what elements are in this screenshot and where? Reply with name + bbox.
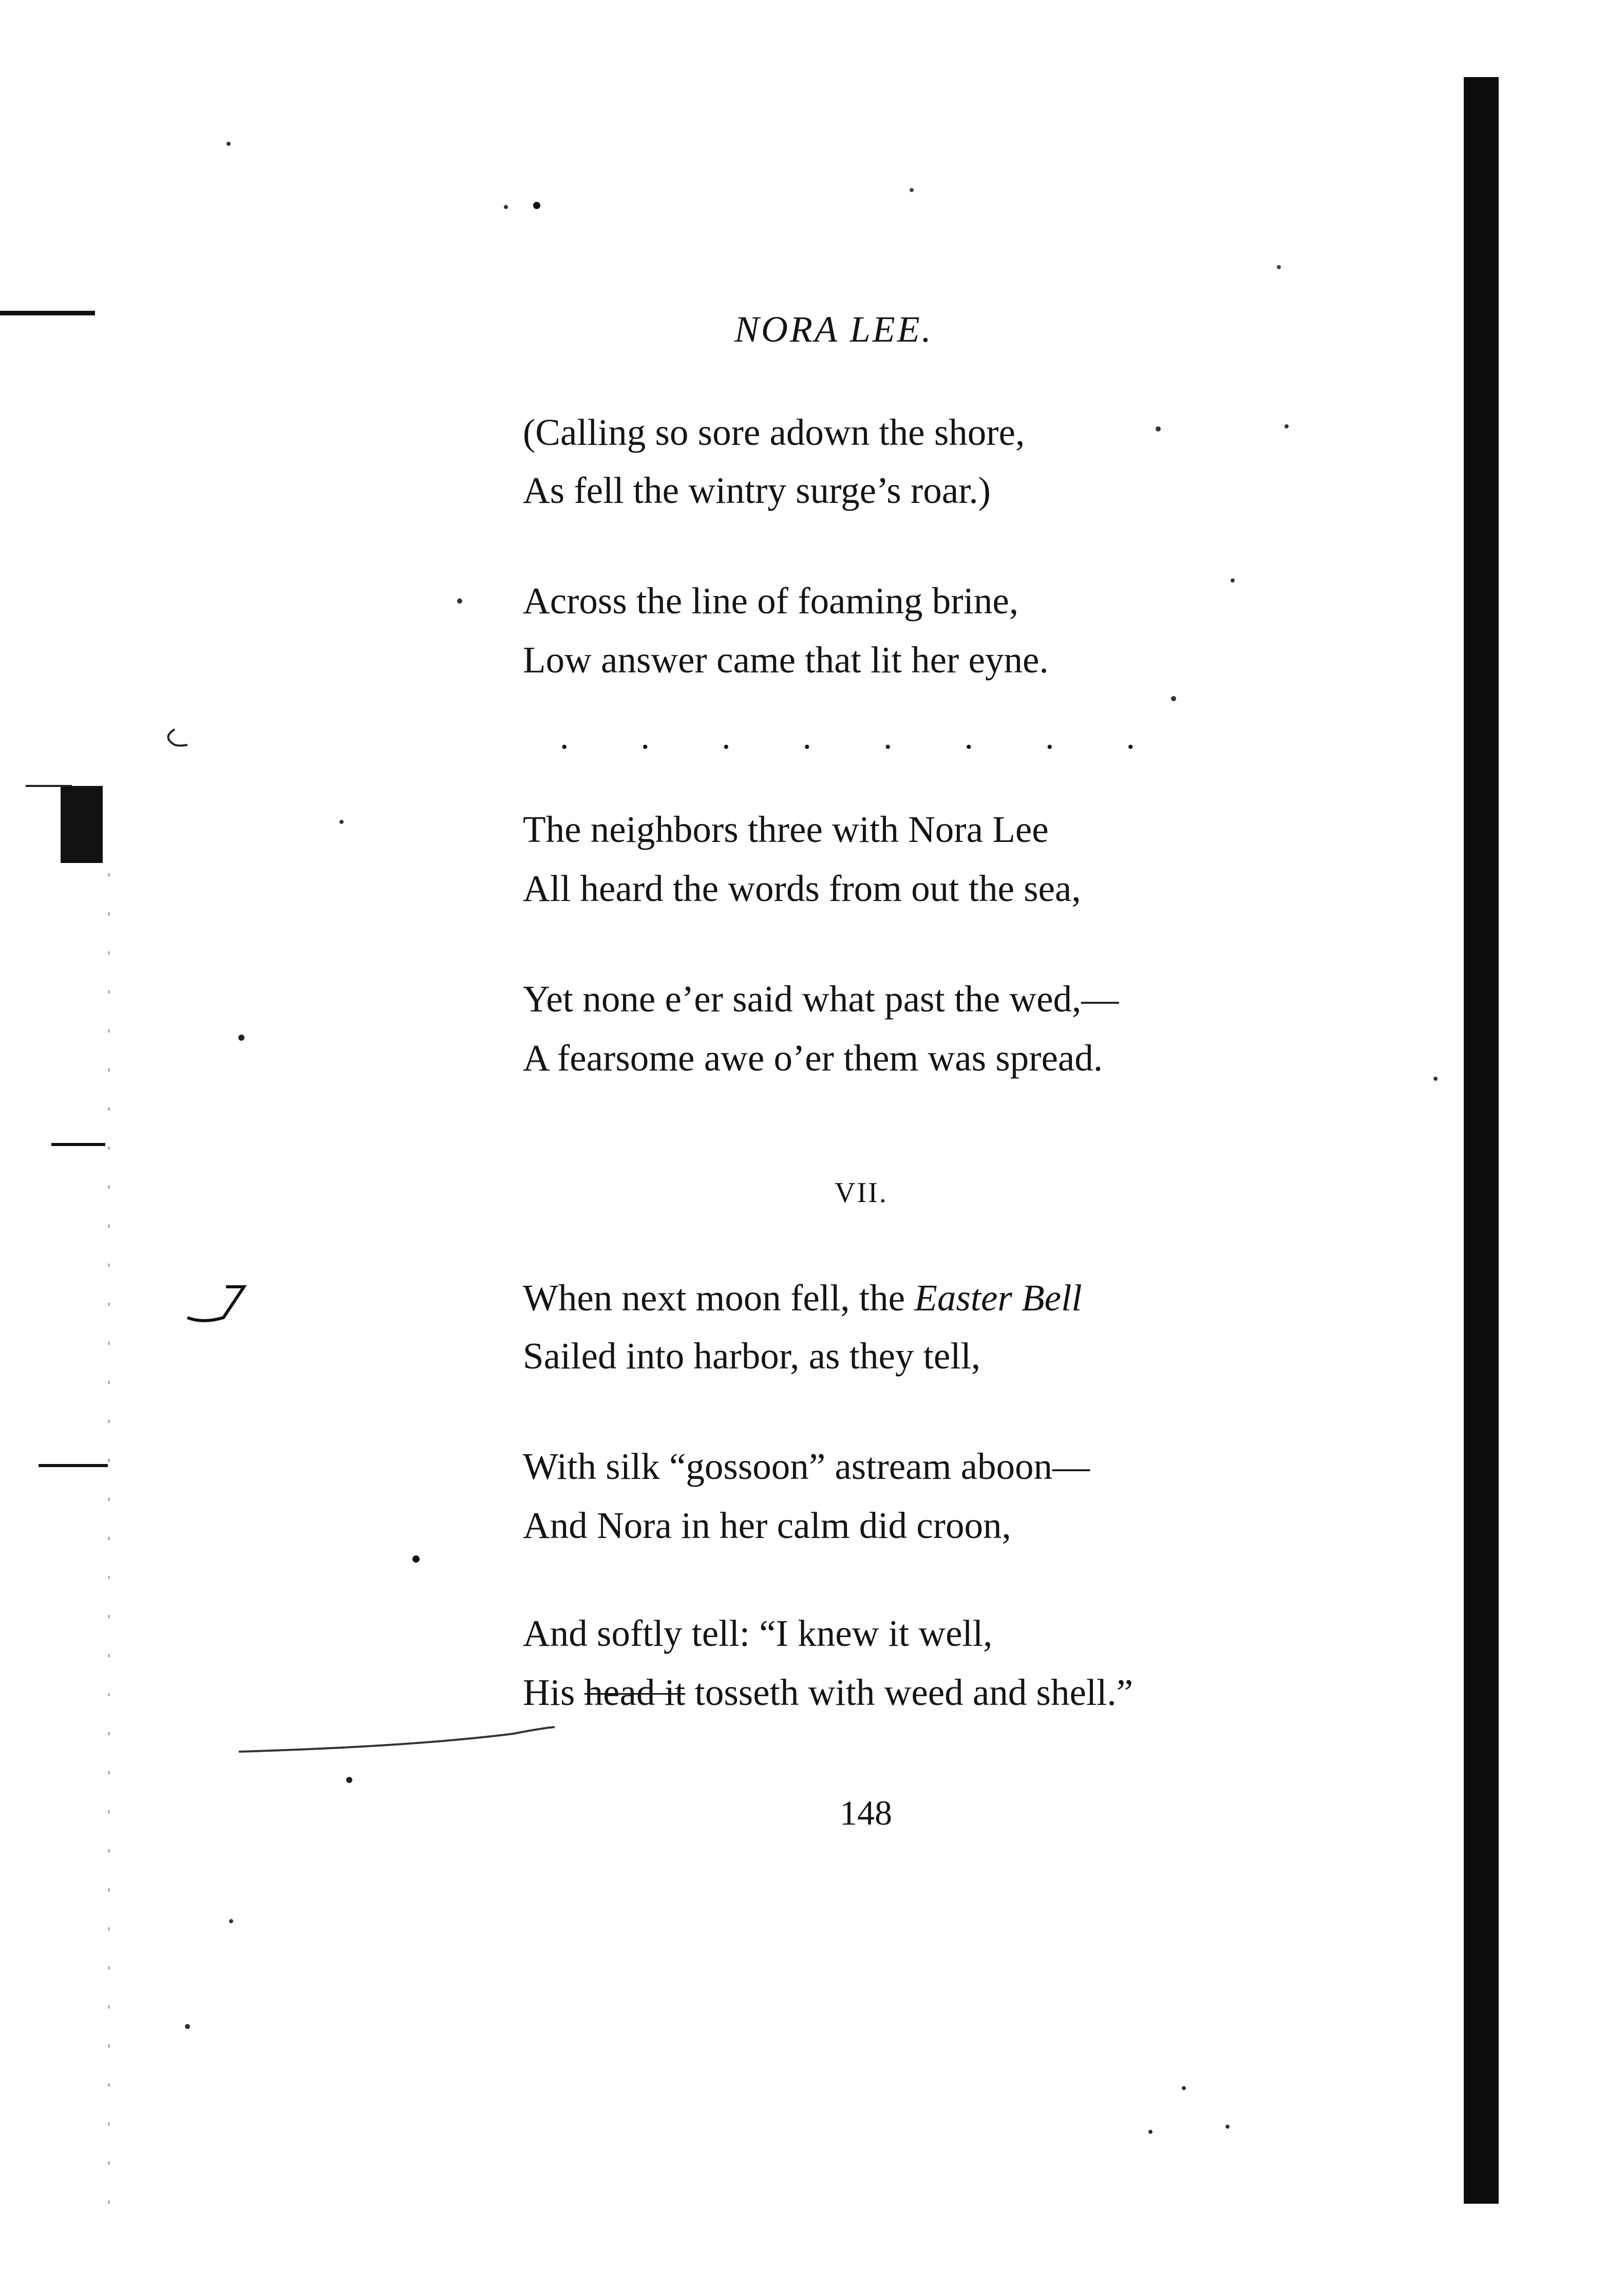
ellipsis-dot: . — [883, 717, 893, 757]
speck — [1277, 265, 1281, 269]
ellipsis-dot: . — [722, 717, 731, 757]
poem-line-text: When next moon fell, the — [523, 1277, 915, 1319]
ship-name: Easter Bell — [914, 1277, 1082, 1319]
speck — [504, 205, 508, 209]
speck — [339, 820, 344, 824]
speck — [457, 598, 462, 604]
poem-line: And softly tell: “I knew it well, — [523, 1612, 993, 1654]
poem-line: Yet none e’er said what past the wed,— — [523, 978, 1119, 1020]
poem-line: And Nora in her calm did croon, — [523, 1505, 1011, 1546]
ellipsis-dot: . — [964, 717, 973, 757]
speck — [1433, 1077, 1438, 1081]
speck — [1148, 2130, 1153, 2134]
margin-dash — [39, 1464, 108, 1467]
poem-line: Across the line of foaming brine, — [523, 580, 1018, 622]
margin-hook — [187, 1287, 244, 1321]
speck — [910, 188, 914, 192]
ellipsis-dot: . — [1045, 717, 1054, 757]
speck — [1231, 578, 1235, 583]
poem-line: (Calling so sore adown the shore, — [523, 411, 1025, 453]
margin-curl — [168, 729, 188, 746]
speck — [238, 1035, 244, 1041]
speck — [412, 1555, 420, 1563]
poem-line: With silk “gossoon” astream aboon— — [523, 1446, 1090, 1487]
poem-line: All heard the words from out the sea, — [523, 868, 1081, 909]
ellipsis-dot: . — [640, 717, 650, 757]
poem-line-text: tosseth with weed and shell.” — [685, 1672, 1134, 1713]
margin-dash — [0, 311, 95, 315]
margin-dash — [51, 1143, 105, 1146]
speck — [1225, 2125, 1230, 2129]
speck — [1182, 2086, 1186, 2090]
margin-block — [61, 786, 103, 863]
ellipsis-dot: . — [802, 717, 811, 757]
speck — [533, 202, 540, 209]
speck — [1285, 424, 1289, 428]
page-number: 148 — [840, 1793, 892, 1832]
speck — [1156, 426, 1161, 431]
speck — [229, 1919, 233, 1923]
poem-line: Sailed into harbor, as they tell, — [523, 1335, 981, 1377]
speck — [346, 1777, 352, 1783]
poem-line: The neighbors three with Nora Lee — [523, 809, 1049, 850]
poem-line: A fearsome awe o’er them was spread. — [523, 1037, 1103, 1079]
running-title: NORA LEE. — [734, 309, 933, 350]
speck — [1171, 696, 1176, 701]
poem-line: As fell the wintry surge’s roar.) — [523, 470, 991, 511]
pencil-line — [239, 1727, 555, 1752]
ellipsis-dot: . — [1126, 717, 1135, 757]
section-number: VII. — [835, 1177, 888, 1209]
poem-line-text: His — [523, 1672, 584, 1713]
speck — [226, 142, 231, 146]
struck-text: head it — [584, 1672, 686, 1713]
margin-dash — [26, 785, 72, 787]
speck — [185, 2024, 190, 2029]
ellipsis-dot: . — [560, 717, 569, 757]
poem-line: Low answer came that lit her eyne. — [523, 639, 1049, 681]
